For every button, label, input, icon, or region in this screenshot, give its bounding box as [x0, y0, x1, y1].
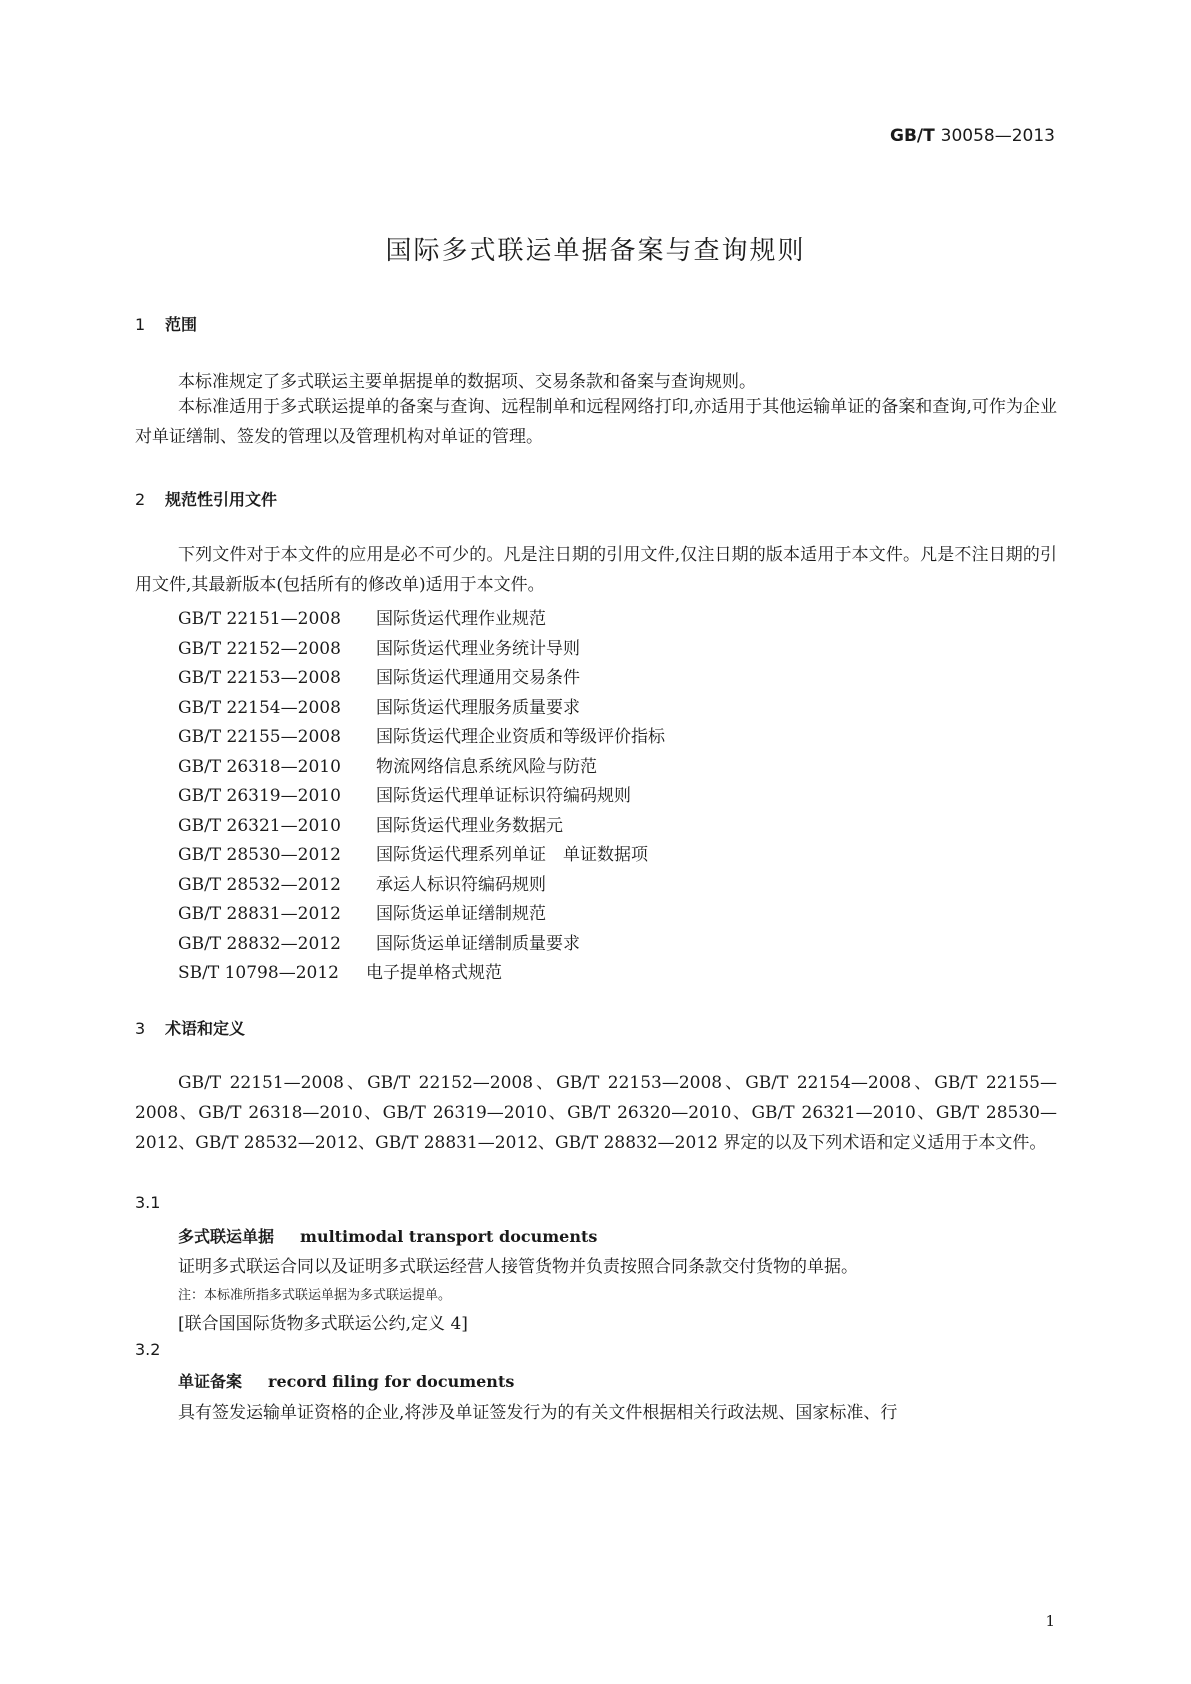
reference-title: 国际货运代理企业资质和等级评价指标	[376, 727, 665, 747]
reference-code: GB/T 28532—2012	[178, 875, 341, 895]
reference-title: 国际货运代理单证标识符编码规则	[376, 786, 631, 806]
reference-code: GB/T 26319—2010	[178, 786, 341, 806]
reference-item	[178, 752, 597, 777]
references-intro: 下列文件对于本文件的应用是必不可少的。凡是注日期的引用文件,仅注日期的版本适用于本文件。凡是不注日期的引用文件,其最新版本(包括所有的修改单)适用于本文件。	[135, 545, 1057, 595]
reference-item	[178, 663, 580, 688]
term-en: record filing for documents	[268, 1372, 515, 1391]
reference-title: 国际货运代理系列单证 单证数据项	[376, 845, 648, 865]
term-definition: 证明多式联运合同以及证明多式联运经营人接管货物并负责按照合同条款交付货物的单据。	[178, 1257, 858, 1277]
reference-code: GB/T 22151—2008	[178, 609, 341, 629]
section-title: 范围	[165, 315, 198, 334]
reference-item	[178, 899, 546, 924]
reference-item	[178, 958, 502, 983]
section-2-heading	[135, 487, 277, 510]
reference-item	[178, 634, 580, 659]
reference-item	[178, 929, 580, 954]
page-number: 1	[1045, 1612, 1055, 1630]
reference-code: GB/T 22152—2008	[178, 639, 341, 659]
term-zh: 多式联运单据	[178, 1227, 275, 1246]
reference-title: 国际货运代理作业规范	[376, 609, 546, 629]
reference-item	[178, 722, 665, 747]
standard-code-number: 30058—2013	[940, 126, 1055, 146]
section-title: 规范性引用文件	[165, 490, 278, 509]
standard-code-prefix: GB/T	[890, 126, 935, 146]
reference-code: GB/T 22154—2008	[178, 698, 341, 718]
reference-code: GB/T 22153—2008	[178, 668, 341, 688]
reference-code: GB/T 26321—2010	[178, 816, 341, 836]
reference-code: SB/T 10798—2012	[178, 963, 339, 983]
section-1-heading	[135, 312, 197, 335]
clause-number: 3.1	[135, 1193, 161, 1212]
scope-paragraph-1: 本标准规定了多式联运主要单据提单的数据项、交易条款和备案与查询规则。	[178, 372, 756, 392]
reference-title: 国际货运代理通用交易条件	[376, 668, 580, 688]
section-number: 3	[135, 1019, 146, 1038]
term-heading	[178, 1369, 514, 1392]
reference-code: GB/T 28530—2012	[178, 845, 341, 865]
section-title: 术语和定义	[165, 1019, 246, 1038]
term-note: 注：本标准所指多式联运单据为多式联运提单。	[178, 1288, 452, 1303]
terms-intro: GB/T 22151—2008、GB/T 22152—2008、GB/T 22153—2008、GB/T 22154—2008、GB/T 22155—2008、GB/T 26318—2010、GB/T 26319—2010、GB/T 26320—2010、GB/T 26321—2010、GB/T 28530—2012、GB/T 28532—2012、GB/T 28831—2012、GB/T 28832—2012 界定的以及下列术语和定义适用于本文件。	[135, 1073, 1057, 1153]
reference-item	[178, 604, 546, 629]
reference-title: 国际货运单证缮制质量要求	[376, 934, 580, 954]
clause-number: 3.2	[135, 1340, 161, 1359]
reference-code: GB/T 28831—2012	[178, 904, 341, 924]
reference-title: 国际货运代理业务数据元	[376, 816, 563, 836]
document-title: 国际多式联运单据备案与查询规则	[385, 236, 806, 266]
reference-title: 国际货运代理服务质量要求	[376, 698, 580, 718]
section-number: 1	[135, 315, 146, 334]
term-definition: 具有签发运输单证资格的企业,将涉及单证签发行为的有关文件根据相关行政法规、国家标准、行	[178, 1403, 898, 1423]
reference-title: 国际货运代理业务统计导则	[376, 639, 580, 659]
reference-item	[178, 693, 580, 718]
term-en: multimodal transport documents	[300, 1227, 598, 1246]
reference-code: GB/T 26318—2010	[178, 757, 341, 777]
reference-code: GB/T 28832—2012	[178, 934, 341, 954]
term-zh: 单证备案	[178, 1372, 243, 1391]
reference-item	[178, 811, 563, 836]
reference-title: 国际货运单证缮制规范	[376, 904, 546, 924]
section-number: 2	[135, 490, 146, 509]
scope-paragraph-2: 本标准适用于多式联运提单的备案与查询、远程制单和远程网络打印,亦适用于其他运输单证的备案和查询,可作为企业对单证缮制、签发的管理以及管理机构对单证的管理。	[135, 397, 1057, 447]
term-heading	[178, 1224, 597, 1247]
reference-item	[178, 840, 648, 865]
reference-title: 承运人标识符编码规则	[376, 875, 546, 895]
term-source: [联合国国际货物多式联运公约,定义 4]	[178, 1314, 468, 1334]
reference-title: 物流网络信息系统风险与防范	[376, 757, 597, 777]
standard-code	[890, 126, 1055, 146]
reference-title: 电子提单格式规范	[366, 963, 502, 983]
reference-code: GB/T 22155—2008	[178, 727, 341, 747]
section-3-heading	[135, 1016, 245, 1039]
reference-item	[178, 870, 546, 895]
reference-item	[178, 781, 631, 806]
